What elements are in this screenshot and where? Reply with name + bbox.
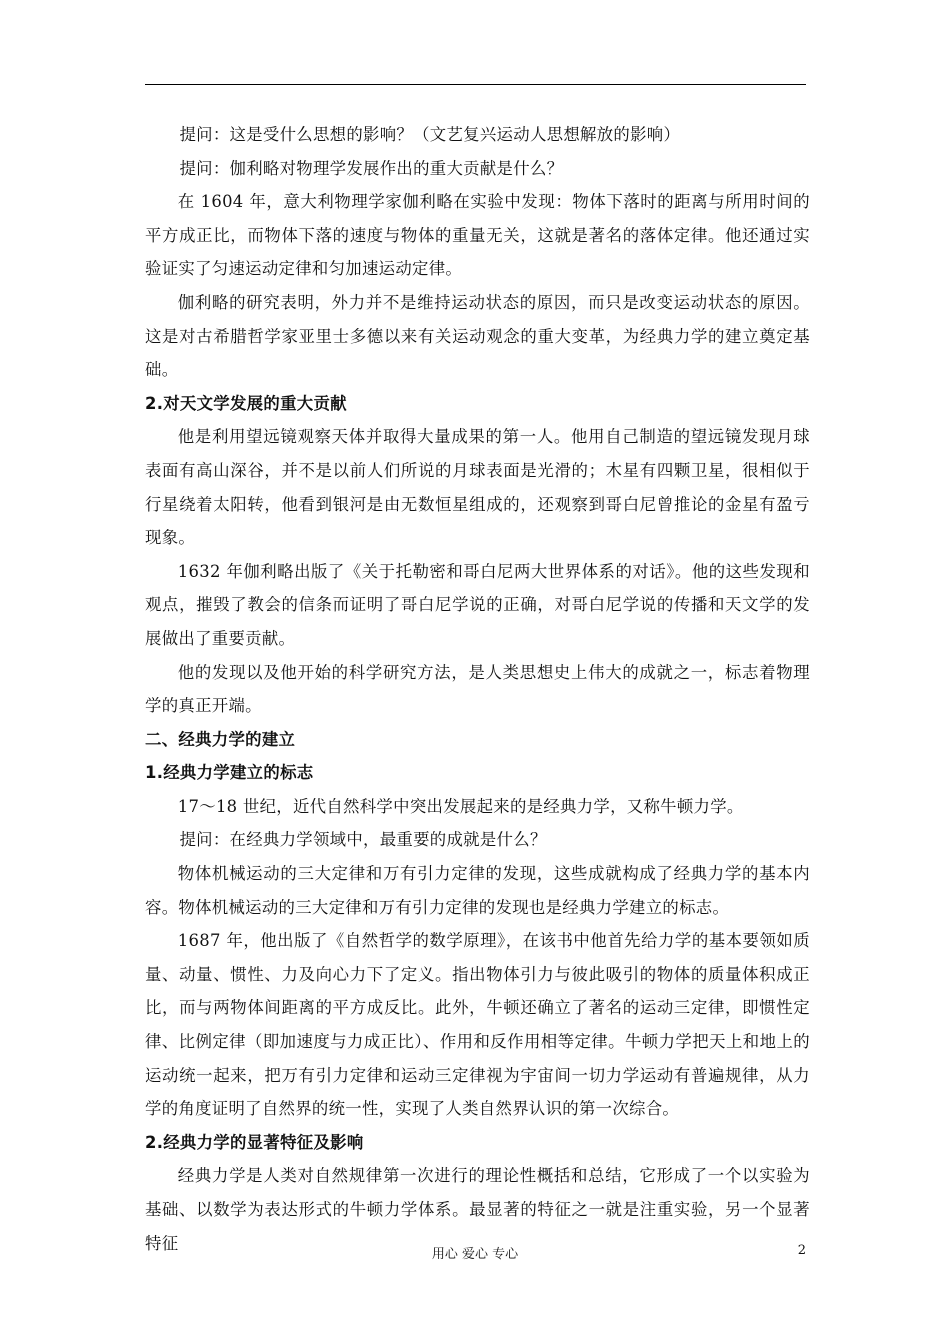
page-footer <box>0 1243 950 1267</box>
paragraph: 在 1604 年，意大利物理学家伽利略在实验中发现：物体下落时的距离与所用时间的平方成正比，而物体下落的速度与物体的重量无关，这就是著名的落体定律。他还通过实验证实了匀速运动定律和匀加速运动定律。 <box>145 192 810 279</box>
footer-text: 用心 爱心 专心 <box>431 1247 519 1262</box>
paragraph: 经典力学是人类对自然规律第一次进行的理论性概括和总结，它形成了一个以实验为基础、以数学为表达形式的牛顿力学体系。最显著的特征之一就是注重实验，另一个显著特征 <box>145 1166 810 1253</box>
paragraph: 他是利用望远镜观察天体并取得大量成果的第一人。他用自己制造的望远镜发现月球表面有高山深谷，并不是以前人们所说的月球表面是光滑的；木星有四颗卫星，很相似于行星绕着太阳转，他看到银河是由无数恒星组成的，还观察到哥白尼曾推论的金星有盈亏现象。 <box>145 427 810 548</box>
section-heading: 2.对天文学发展的重大贡献 <box>145 393 347 413</box>
section-heading: 2.经典力学的显著特征及影响 <box>145 1132 364 1152</box>
paragraph: 他的发现以及他开始的科学研究方法，是人类思想史上伟大的成就之一，标志着物理学的真正开端。 <box>145 662 810 716</box>
paragraph: 提问：这是受什么思想的影响？（文艺复兴运动人思想解放的影响） <box>179 125 681 144</box>
paragraph: 17～18 世纪，近代自然科学中突出发展起来的是经典力学，又称牛顿力学。 <box>177 796 744 816</box>
document-body <box>145 118 810 1260</box>
header-rule <box>145 84 806 85</box>
section-heading: 二、经典力学的建立 <box>145 729 296 749</box>
paragraph: 提问：在经典力学领域中，最重要的成就是什么？ <box>179 830 547 850</box>
section-heading: 1.经典力学建立的标志 <box>145 763 314 783</box>
paragraph: 1687 年，他出版了《自然哲学的数学原理》，在该书中他首先给力学的基本要领如质量、动量、惯性、力及向心力下了定义。指出物体引力与彼此吸引的物体的质量体积成正比，而与两物体间距离的平方成反比。此外，牛顿还确立了著名的运动三定律，即惯性定律、比例定律（即加速度与力成正比）、作用和反作用相等定律。牛顿力学把天上和地上的运动统一起来，把万有引力定律和运动三定律视为宇宙间一切力学运动有普遍规律，从力学的角度证明了自然界的统一性，实现了人类自然界认识的第一次综合。 <box>145 931 810 1119</box>
paragraph: 1632 年伽利略出版了《关于托勒密和哥白尼两大世界体系的对话》。他的这些发现和观点，摧毁了教会的信条而证明了哥白尼学说的正确，对哥白尼学说的传播和天文学的发展做出了重要贡献。 <box>145 561 810 648</box>
paragraph: 物体机械运动的三大定律和万有引力定律的发现，这些成就构成了经典力学的基本内容。物体机械运动的三大定律和万有引力定律的发现也是经典力学建立的标志。 <box>145 864 810 917</box>
page-number: 2 <box>797 1243 806 1258</box>
paragraph: 提问：伽利略对物理学发展作出的重大贡献是什么？ <box>179 158 564 178</box>
paragraph: 伽利略的研究表明，外力并不是维持运动状态的原因，而只是改变运动状态的原因。这是对古希腊哲学家亚里士多德以来有关运动观念的重大变革，为经典力学的建立奠定基础。 <box>145 292 810 380</box>
